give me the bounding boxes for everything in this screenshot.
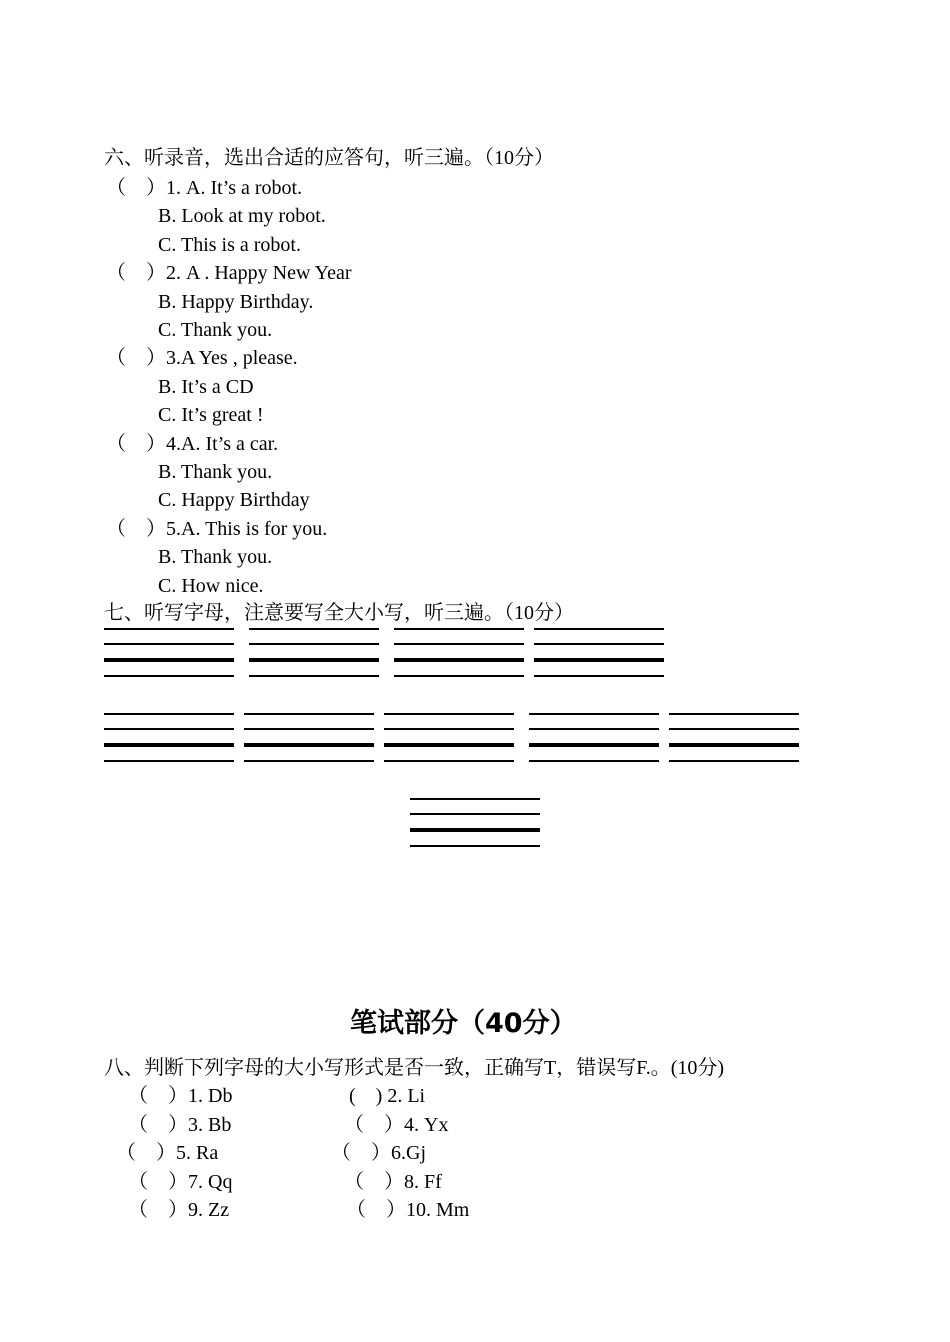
writing-lines-box[interactable] [384, 713, 514, 763]
judge-item-5: （ ）5. Ra [116, 1142, 219, 1164]
question-2-option-a: （ ）2. A . Happy New Year [106, 262, 352, 284]
question-5-option-b: B. Thank you. [158, 546, 273, 568]
question-2-option-c: C. Thank you. [158, 319, 273, 341]
question-1-option-b: B. Look at my robot. [158, 205, 326, 227]
writing-lines-box[interactable] [104, 628, 234, 678]
judge-item-9: （ ）9. Zz [128, 1199, 230, 1221]
question-4-option-b: B. Thank you. [158, 461, 273, 483]
question-3-option-b: B. It’s a CD [158, 376, 254, 398]
writing-lines-box[interactable] [394, 628, 524, 678]
writing-lines-box[interactable] [534, 628, 664, 678]
judge-item-2: ( ) 2. Li [349, 1085, 426, 1107]
writing-lines-box[interactable] [104, 713, 234, 763]
question-5-option-a: （ ）5.A. This is for you. [106, 518, 328, 540]
question-2-option-b: B. Happy Birthday. [158, 291, 314, 313]
question-4-option-a: （ ）4.A. It’s a car. [106, 433, 279, 455]
writing-lines-box[interactable] [244, 713, 374, 763]
question-4-option-c: C. Happy Birthday [158, 489, 310, 511]
writing-lines-box[interactable] [410, 798, 540, 848]
judge-item-7: （ ）7. Qq [128, 1171, 233, 1193]
question-3-option-a: （ ）3.A Yes , please. [106, 347, 298, 369]
judge-item-4: （ ）4. Yx [344, 1114, 449, 1136]
section-6-heading: 六、听录音，选出合适的应答句，听三遍。（10分） [104, 147, 554, 169]
section-7-heading: 七、听写字母，注意要写全大小写，听三遍。（10分） [104, 602, 574, 624]
section-8-heading: 八、判断下列字母的大小写形式是否一致，正确写T，错误写F.。(10分) [104, 1057, 725, 1079]
question-3-option-c: C. It’s great ! [158, 404, 264, 426]
judge-item-3: （ ）3. Bb [128, 1114, 232, 1136]
judge-item-6: （ ）6.Gj [331, 1142, 426, 1164]
question-1-option-c: C. This is a robot. [158, 234, 301, 256]
question-5-option-c: C. How nice. [158, 575, 264, 597]
judge-item-10: （ ）10. Mm [346, 1199, 470, 1221]
question-1-option-a: （ ）1. A. It’s a robot. [106, 177, 303, 199]
judge-item-1: （ ）1. Db [128, 1085, 233, 1107]
writing-lines-box[interactable] [669, 713, 799, 763]
writing-lines-box[interactable] [529, 713, 659, 763]
written-part-title: 笔试部分（40分） [350, 1008, 577, 1039]
writing-lines-box[interactable] [249, 628, 379, 678]
judge-item-8: （ ）8. Ff [344, 1171, 442, 1193]
